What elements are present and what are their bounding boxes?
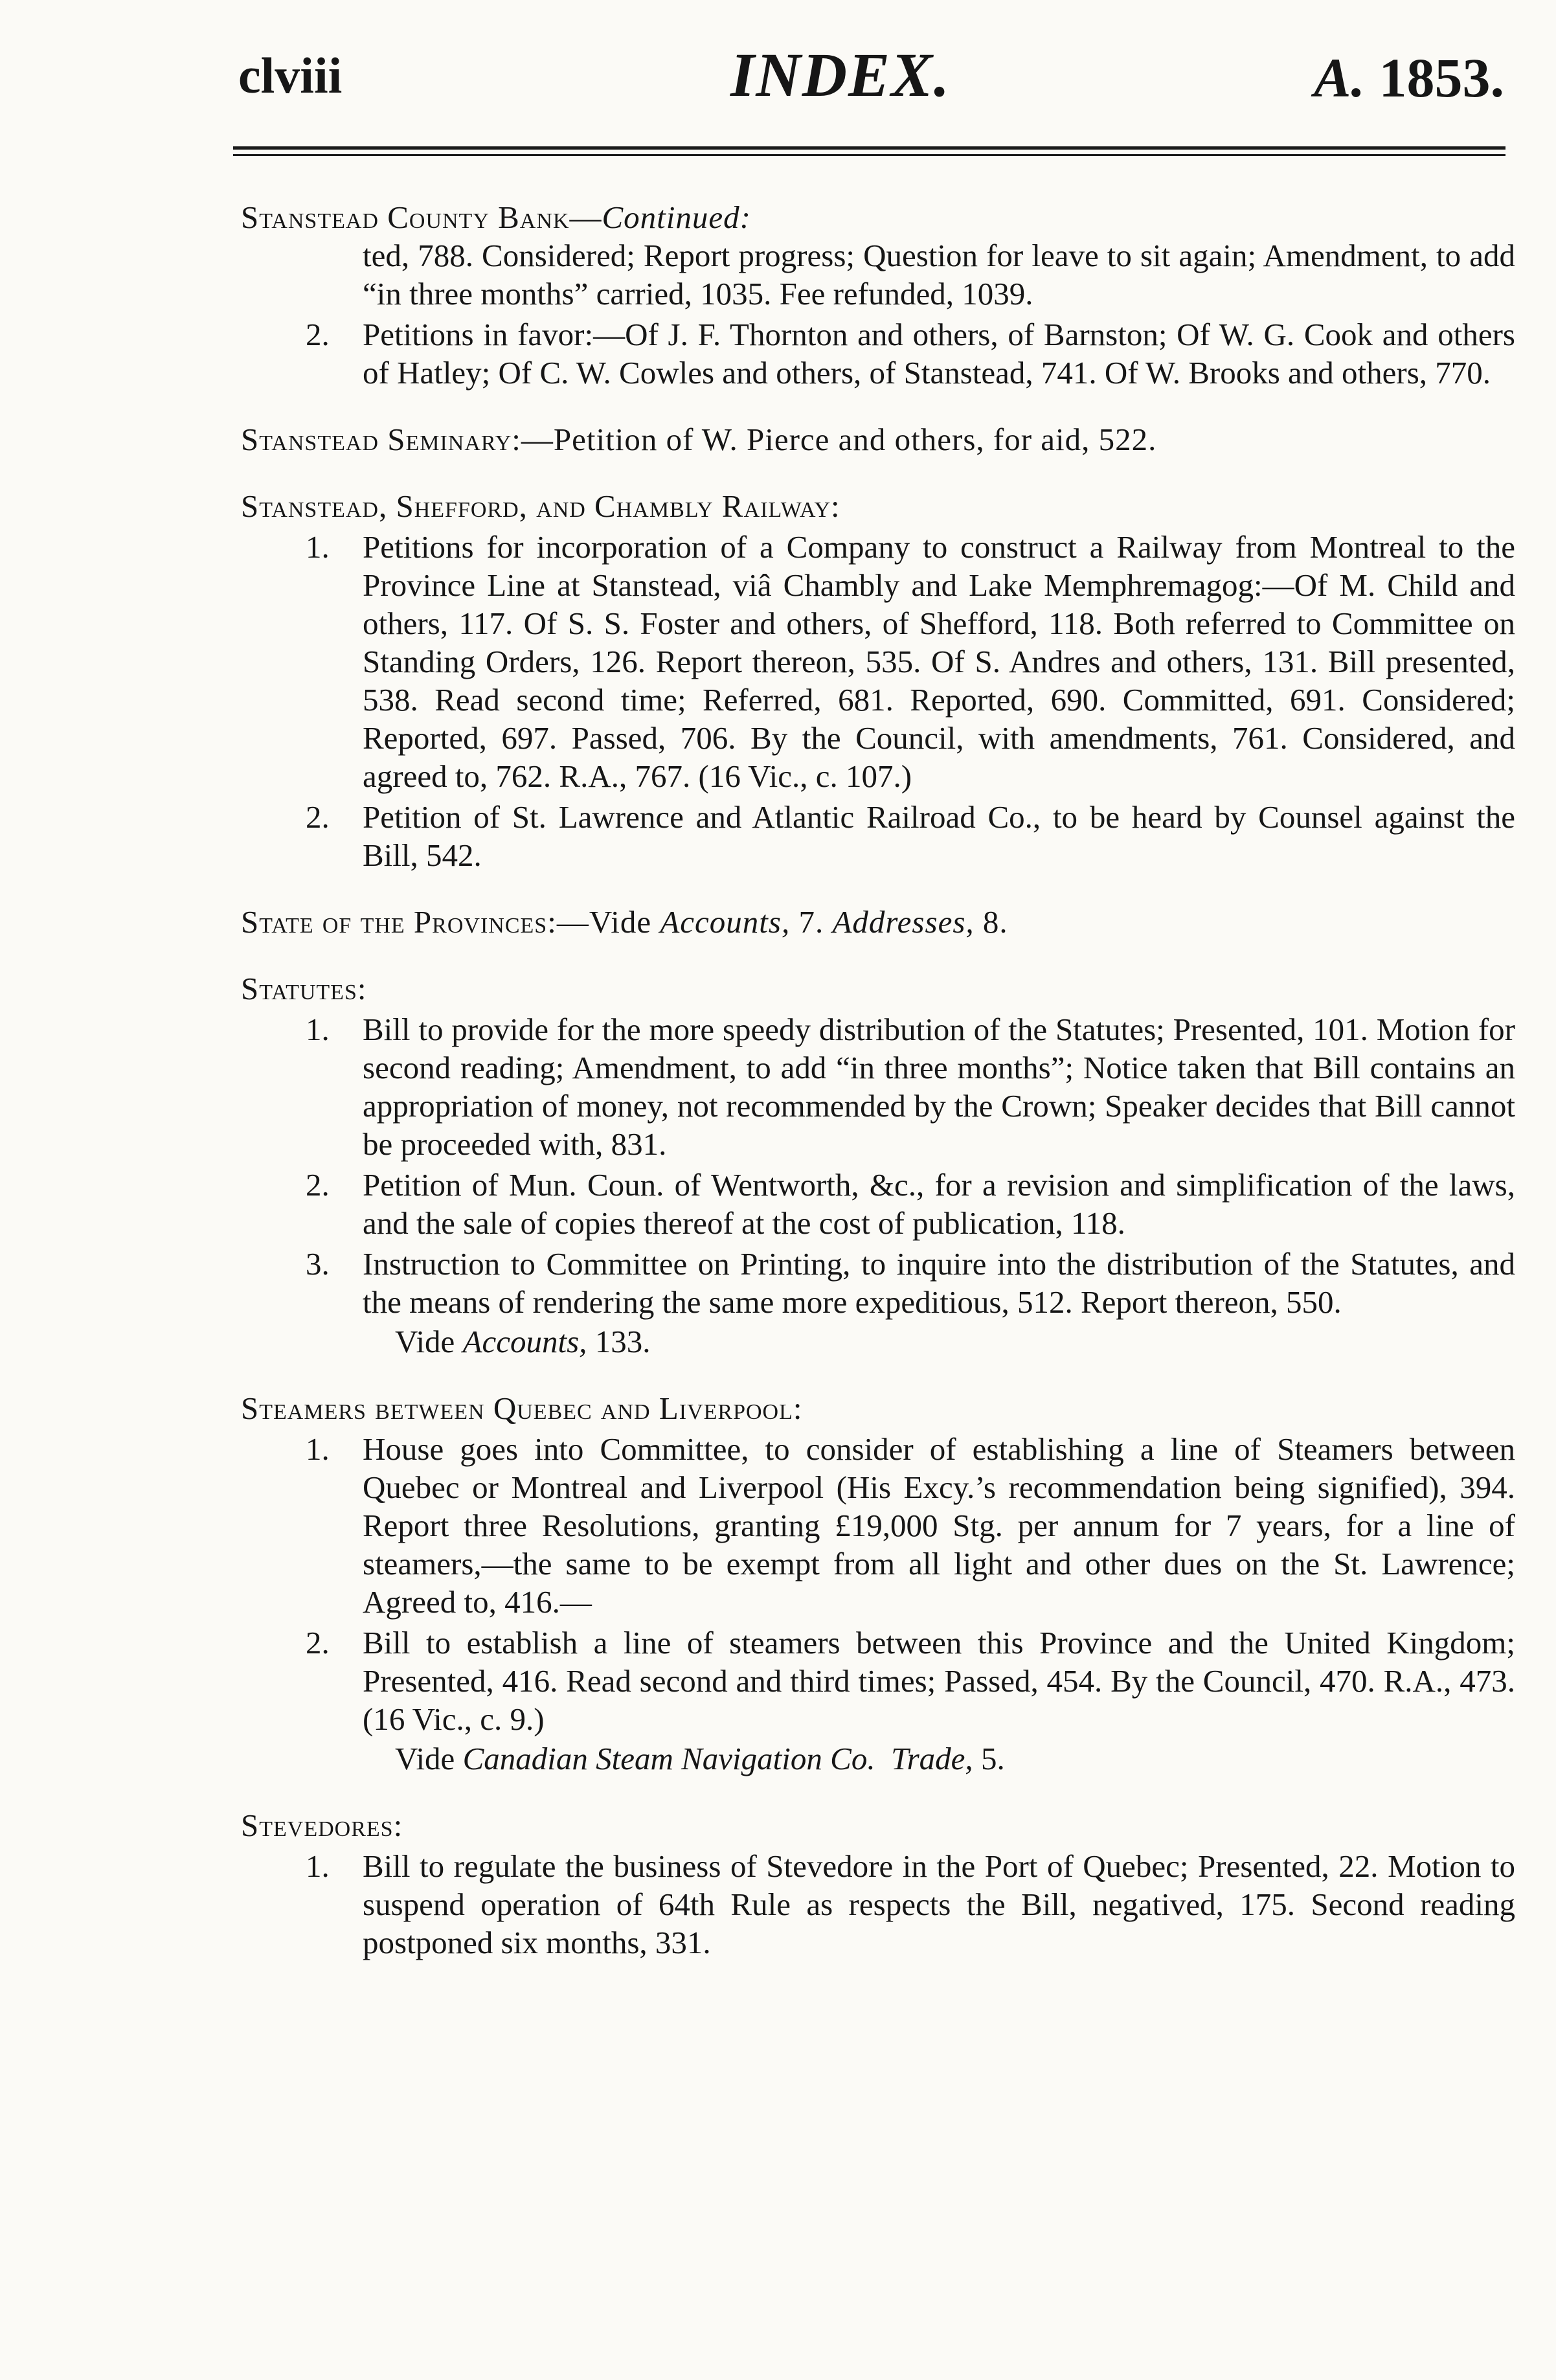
entry-item [241,528,1515,795]
header-rule-thick [233,146,1505,150]
entry-item [241,1430,1515,1621]
page-year [1314,45,1504,110]
item-text: Petition of Mun. Coun. of Wentworth, &c., for a revision and simplification of the laws, and the sale of copies thereof at the cost of publication, 118. [363,1167,1515,1241]
item-text: Instruction to Committee on Printing, to inquire into the distribution of the Statutes, and the means of rendering the same more expeditious, 512. Report thereon, 550. [363,1246,1515,1320]
entry-state-provinces: State of the Provinces:—Vide Accounts, 7. Addresses, 8. [241,904,1008,940]
entry-stevedores-heading: Stevedores: [241,1808,403,1843]
item-number: 1. [306,1848,330,1884]
entry-stanstead-bank-heading: Stanstead County Bank—Continued: [241,199,751,235]
item-number: 2. [306,1625,330,1660]
item-number: 2. [306,317,330,352]
entry-statutes-heading: Statutes: [241,971,367,1006]
entry-item [241,315,1515,392]
entry-stanstead-bank-continuation: ted, 788. Considered; Report progress; Question for leave to sit again; Amendment, to add “in three months” carried, 1035. Fee refunded, 1039. [363,238,1515,312]
vide-reference: Vide Canadian Steam Navigation Co. Trade, 5. [395,1741,1005,1776]
page-header [238,34,1504,109]
page-title: INDEX. [730,40,951,109]
item-text: Petitions in favor:—Of J. F. Thornton and others, of Barnston; Of W. G. Cook and others of Hatley; Of C. W. Cowles and others, of Stanstead, 741. Of W. Brooks and others, 770. [363,317,1515,391]
item-text: Petitions for incorporation of a Company to construct a Railway from Montreal to the Province Line at Stanstead, viâ Chambly and Lake Memphremagog:—Of M. Child and others, 117. Of S. S. Foster and others, of Shefford, 118. Both referred to Committee on Standing Orders, 126. Report thereon, 535. Of S. Andres and others, 131. Bill presented, 538. Read second time; Referred, 681. Reported, 690. Committed, 691. Considered; Reported, 697. Passed, 706. By the Council, with amendments, 761. Considered, and agreed to, 762. R.A., 767. (16 Vic., c. 107.) [363,529,1515,794]
item-text: House goes into Committee, to consider of establishing a line of Steamers between Quebec or Montreal and Liverpool (His Excy.’s recommendation being signified), 394. Report three Resolutions, granting £19,000 Stg. per annum for 7 years, for a line of steamers,—the same to be exempt from all light and other dues on the St. Lawrence; Agreed to, 416.— [363,1431,1515,1620]
entry-stanstead-railway-heading: Stanstead, Shefford, and Chambly Railway: [241,488,840,524]
item-number: 2. [306,799,330,835]
entry-item [241,1624,1515,1738]
index-content [241,198,1515,1962]
entry-item [241,1245,1515,1321]
year-value: 1853. [1379,47,1504,109]
entry-stanstead-seminary: Stanstead Seminary:—Petition of W. Pierce and others, for aid, 522. [241,422,1157,457]
year-letter: A. [1314,47,1365,109]
vide-reference: Vide Accounts, 133. [395,1324,651,1359]
header-rule-thin [233,154,1505,156]
item-text: Bill to provide for the more speedy distribution of the Statutes; Presented, 101. Motion for second reading; Amendment, to add “in three months”; Notice taken that Bill contains an appropriation of money, not recommended by the Crown; Speaker decides that Bill cannot be proceeded with, 831. [363,1012,1515,1162]
entry-steamers-heading: Steamers between Quebec and Liverpool: [241,1390,803,1426]
item-text: Bill to regulate the business of Stevedore in the Port of Quebec; Presented, 22. Motion to suspend operation of 64th Rule as respects the Bill, negatived, 175. Second reading postponed six months, 331. [363,1848,1515,1960]
item-number: 3. [306,1246,330,1282]
item-number: 1. [306,1012,330,1047]
item-number: 1. [306,1431,330,1467]
entry-item [241,1847,1515,1962]
entry-item [241,798,1515,874]
item-text: Bill to establish a line of steamers between this Province and the United Kingdom; Presented, 416. Read second and third times; Passed, 454. By the Council, 470. R.A., 473. (16 Vic., c. 9.) [363,1625,1515,1737]
page-number: clviii [238,47,343,104]
item-text: Petition of St. Lawrence and Atlantic Railroad Co., to be heard by Counsel against the Bill, 542. [363,799,1515,873]
entry-item [241,1166,1515,1242]
entry-item [241,1010,1515,1163]
item-number: 1. [306,529,330,565]
item-number: 2. [306,1167,330,1203]
